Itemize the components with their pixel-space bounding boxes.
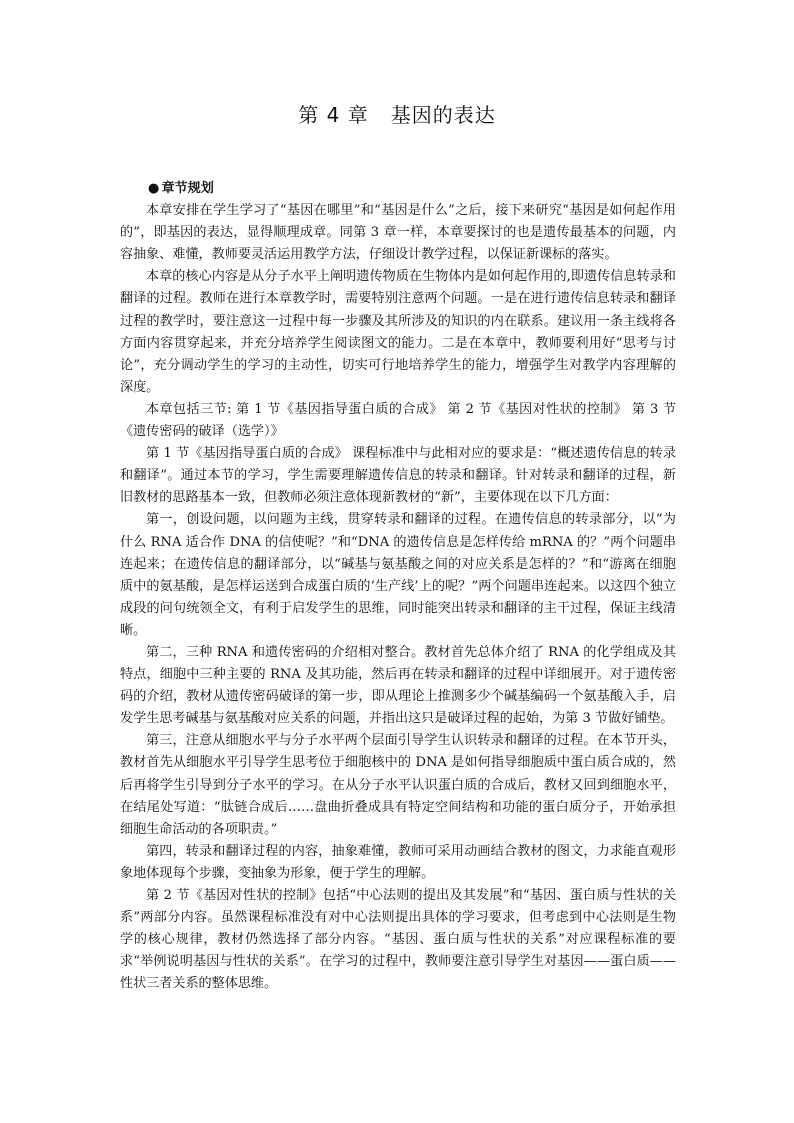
section-heading bbox=[148, 178, 676, 200]
paragraph: 第四，转录和翻译过程的内容，抽象难懂，教师可采用动画结合教材的图文，力求能直观形象地体现每个步骤，变抽象为形象，便于学生的理解。 bbox=[120, 843, 676, 881]
paragraph: 第 2 节《基因对性状的控制》包括“中心法则的提出及其发展”和“基因、蛋白质与性状的关系”两部分内容。虽然课程标准没有对中心法则提出具体的学习要求，但考虑到中心法则是生物学的核心规律，教材仍然选择了部分内容。“基因、蛋白质与性状的关系”对应课程标准的要求“举例说明基因与性状的关系”。在学习的过程中，教师要注意引导学生对基因——蛋白质——性状三者关系的整体思维。 bbox=[120, 888, 676, 992]
paragraph: 第三，注意从细胞水平与分子水平两个层面引导学生认识转录和翻译的过程。在本节开头，教材首先从细胞水平引导学生思考位于细胞核中的 DNA 是如何指导细胞质中蛋白质合成的，然后再将学生引导到分子水平的学习。在从分子水平认识蛋白质的合成后，教材又回到细胞水平，在结尾处写道：“肽链合成后……盘曲折叠成具有特定空间结构和功能的蛋白质分子，开始承担细胞生命活动的各项职责。” bbox=[120, 733, 676, 837]
bullet-icon: ● bbox=[148, 181, 160, 196]
chapter-title bbox=[0, 98, 794, 132]
paragraph: 本章的核心内容是从分子水平上阐明遗传物质在生物体内是如何起作用的,即遗传信息转录和翻译的过程。教师在进行本章教学时，需要特别注意两个问题。一是在进行遗传信息转录和翻译过程的教学时，要注意这一过程中每一步骤及其所涉及的知识的内在联系。建议用一条主线将各方面内容贯穿起来，并充分培养学生阅读图文的能力。二是在本章中，教师要利用好“思考与讨论”，充分调动学生的学习的主动性，切实可行地培养学生的能力，增强学生对教学内容理解的深度。 bbox=[120, 269, 676, 395]
paragraph: 第一，创设问题，以问题为主线，贯穿转录和翻译的过程。在遗传信息的转录部分，以“为什么 RNA 适合作 DNA 的信使呢？”和“DNA 的遗传信息是怎样传给 mRNA 的？”两个问题串连起来；在遗传信息的翻译部分，以“碱基与氨基酸之间的对应关系是怎样的？”和“游离在细胞质中的氨基酸，是怎样运送到合成蛋白质的‘生产线’上的呢？”两个问题串连起来。以这四个独立成段的问句统领全文，有利于启发学生的思维，同时能突出转录和翻译的主干过程，保证主线清晰。 bbox=[120, 512, 676, 638]
chapter-name: 基因的表达 bbox=[390, 103, 496, 127]
paragraph: 本章包括三节: 第 1 节《基因指导蛋白质的合成》 第 2 节《基因对性状的控制》 第 3 节《遗传密码的破译（选学）》 bbox=[120, 401, 676, 440]
paragraph: 第二，三种 RNA 和遗传密码的介绍相对整合。教材首先总体介绍了 RNA 的化学组成及其特点，细胞中三种主要的 RNA 及其功能，然后再在转录和翻译的过程中详细展开。对于遗传密码的介绍，教材从遗传密码破译的第一步，即从理论上推测多少个碱基编码一个氨基酸入手，启发学生思考碱基与氨基酸对应关系的问题，并指出这只是破译过程的起始，为第 3 节做好铺垫。 bbox=[120, 644, 676, 727]
section-heading-text: 章节规划 bbox=[161, 181, 214, 196]
paragraph: 本章安排在学生学习了“基因在哪里”和“基因是什么”之后，接下来研究“基因是如何起作用的”，即基因的表达，显得顺理成章。同第 3 章一样，本章要探讨的也是遗传最基本的问题，内容抽象、难懂，教师要灵活运用教学方法，仔细设计教学过程，以保证新课标的落实。 bbox=[120, 203, 676, 263]
chapter-number: 第 4 章 bbox=[298, 103, 369, 127]
paragraph: 第 1 节《基因指导蛋白质的合成》 课程标准中与此相对应的要求是：“概述遗传信息的转录和翻译”。通过本节的学习，学生需要理解遗传信息的转录和翻译。针对转录和翻译的过程，新旧教材的思路基本一致，但教师必须注意体现新教材的“新”，主要体现在以下几方面： bbox=[120, 446, 676, 506]
document-body bbox=[120, 178, 676, 995]
